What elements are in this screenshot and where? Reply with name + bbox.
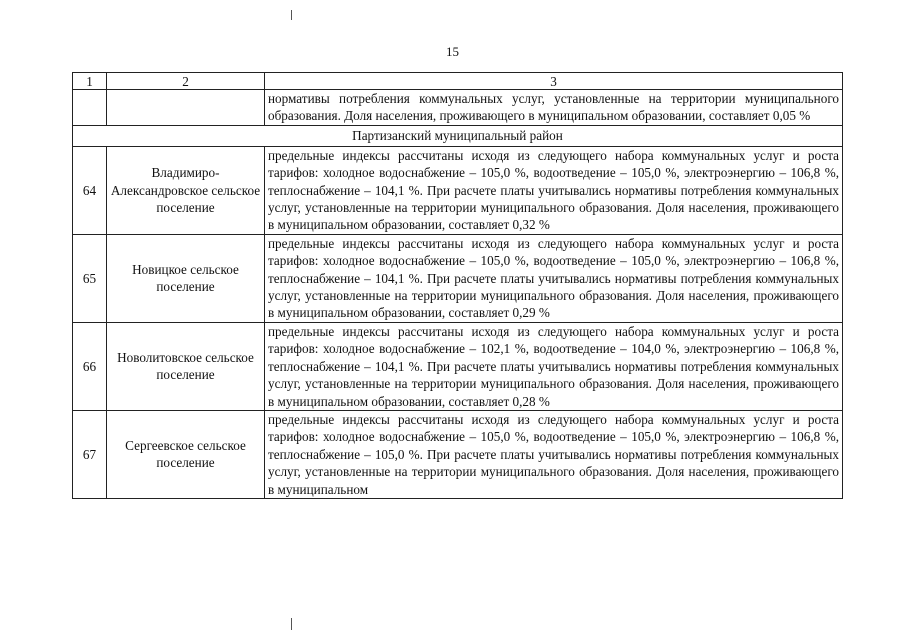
settlement-name: Владимиро-Александровское сельское поселение [107, 146, 265, 234]
row-description: предельные индексы рассчитаны исходя из следующего набора коммунальных услуг и роста тарифов: холодное водоснабжение – 105,0 %, водоотведение – 105,0 %, электроэнергию – 106,8 %, теплоснабжение – 104,1 %. При расчете платы учитывались нормативы потребления коммунальных услуг, установленные на территории муниципального образования. Доля населения, проживающего в муниципальном образовании, составляет 0,32 % [265, 146, 843, 234]
continuation-num-cell [73, 90, 107, 126]
row-description: предельные индексы рассчитаны исходя из следующего набора коммунальных услуг и роста тарифов: холодное водоснабжение – 105,0 %, водоотведение – 105,0 %, электроэнергию – 106,8 %, теплоснабжение – 105,0 %. При расчете платы учитывались нормативы потребления коммунальных услуг, установленные на территории муниципального образования. Доля населения, проживающего в муниципальном [265, 410, 843, 498]
page-number: 15 [446, 44, 459, 59]
header-col-3: 3 [265, 73, 843, 90]
section-title: Партизанский муниципальный район [73, 125, 843, 146]
table-row [73, 234, 843, 322]
continuation-name-cell [107, 90, 265, 126]
settlement-name: Новицкое сельское поселение [107, 234, 265, 322]
row-number: 66 [73, 322, 107, 410]
table-row [73, 146, 843, 234]
row-number: 65 [73, 234, 107, 322]
tariff-index-table [72, 72, 843, 499]
continuation-text: нормативы потребления коммунальных услуг, установленные на территории муниципального образования. Доля населения, проживающего в муниципальном образовании, составляет 0,05 % [265, 90, 843, 126]
table-header-row [73, 73, 843, 90]
settlement-name: Новолитовское сельское поселение [107, 322, 265, 410]
scan-fold-mark-top [291, 10, 292, 20]
section-row [73, 125, 843, 146]
settlement-name: Сергеевское сельское поселение [107, 410, 265, 498]
header-col-1: 1 [73, 73, 107, 90]
table-row [73, 410, 843, 498]
row-description: предельные индексы рассчитаны исходя из следующего набора коммунальных услуг и роста тарифов: холодное водоснабжение – 102,1 %, водоотведение – 104,0 %, электроэнергию – 106,8 %, теплоснабжение – 104,1 %. При расчете платы учитывались нормативы потребления коммунальных услуг, установленные на территории муниципального образования. Доля населения, проживающего в муниципальном образовании, составляет 0,28 % [265, 322, 843, 410]
scan-fold-mark-bottom [291, 618, 292, 630]
row-number: 67 [73, 410, 107, 498]
continuation-row [73, 90, 843, 126]
header-col-2: 2 [107, 73, 265, 90]
table-row [73, 322, 843, 410]
row-description: предельные индексы рассчитаны исходя из следующего набора коммунальных услуг и роста тарифов: холодное водоснабжение – 105,0 %, водоотведение – 105,0 %, электроэнергию – 106,8 %, теплоснабжение – 104,1 %. При расчете платы учитывались нормативы потребления коммунальных услуг, установленные на территории муниципального образования. Доля населения, проживающего в муниципальном образовании, составляет 0,29 % [265, 234, 843, 322]
row-number: 64 [73, 146, 107, 234]
